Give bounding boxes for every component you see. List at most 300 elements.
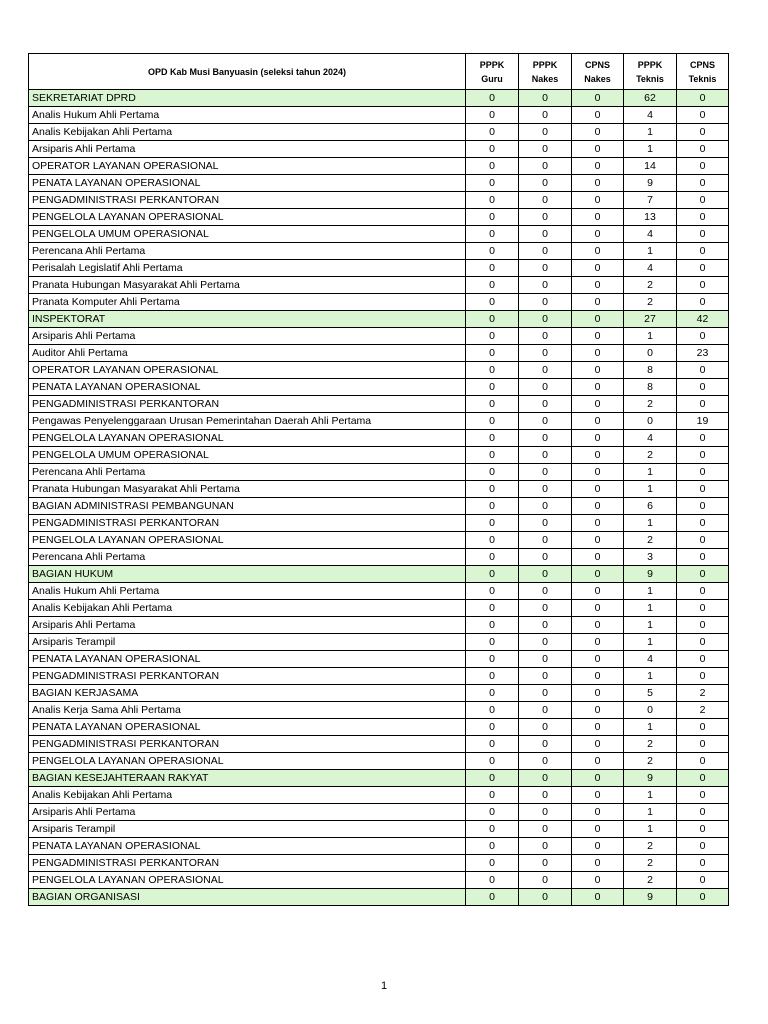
cell-value: 0	[677, 719, 729, 736]
cell-value: 27	[624, 311, 677, 328]
table-row	[29, 838, 729, 855]
table-row	[29, 549, 729, 566]
cell-value: 1	[624, 141, 677, 158]
cell-value: 0	[677, 787, 729, 804]
cell-value: 0	[572, 736, 624, 753]
group-row	[29, 889, 729, 906]
cell-value: 6	[624, 498, 677, 515]
table-row	[29, 719, 729, 736]
cell-value: 0	[466, 90, 519, 107]
row-label: Arsiparis Ahli Pertama	[29, 617, 466, 634]
cell-value: 0	[466, 668, 519, 685]
row-label: PENGADMINISTRASI PERKANTORAN	[29, 515, 466, 532]
row-label: PENGADMINISTRASI PERKANTORAN	[29, 855, 466, 872]
cell-value: 0	[572, 855, 624, 872]
cell-value: 0	[519, 668, 572, 685]
row-label: BAGIAN KESEJAHTERAAN RAKYAT	[29, 770, 466, 787]
row-label: PENATA LAYANAN OPERASIONAL	[29, 379, 466, 396]
table-row	[29, 787, 729, 804]
cell-value: 42	[677, 311, 729, 328]
cell-value: 0	[519, 736, 572, 753]
cell-value: 0	[572, 532, 624, 549]
header-pppk-teknis: PPPK Teknis	[624, 54, 677, 90]
cell-value: 0	[677, 209, 729, 226]
table-row	[29, 294, 729, 311]
cell-value: 2	[624, 294, 677, 311]
row-label: PENGELOLA LAYANAN OPERASIONAL	[29, 430, 466, 447]
table-row	[29, 362, 729, 379]
cell-value: 0	[572, 209, 624, 226]
table-row	[29, 107, 729, 124]
cell-value: 0	[519, 600, 572, 617]
cell-value: 0	[572, 889, 624, 906]
cell-value: 0	[677, 583, 729, 600]
cell-value: 0	[677, 107, 729, 124]
cell-value: 0	[677, 141, 729, 158]
cell-value: 0	[466, 702, 519, 719]
table-row	[29, 515, 729, 532]
cell-value: 0	[466, 396, 519, 413]
cell-value: 0	[677, 753, 729, 770]
cell-value: 0	[519, 396, 572, 413]
cell-value: 1	[624, 515, 677, 532]
cell-value: 0	[572, 328, 624, 345]
cell-value: 0	[572, 481, 624, 498]
row-label: Analis Hukum Ahli Pertama	[29, 107, 466, 124]
cell-value: 2	[624, 532, 677, 549]
cell-value: 0	[572, 702, 624, 719]
cell-value: 0	[466, 719, 519, 736]
cell-value: 0	[466, 532, 519, 549]
row-label: Pranata Hubungan Masyarakat Ahli Pertama	[29, 277, 466, 294]
table-row	[29, 464, 729, 481]
table-row	[29, 260, 729, 277]
cell-value: 0	[519, 532, 572, 549]
cell-value: 0	[677, 379, 729, 396]
cell-value: 1	[624, 821, 677, 838]
row-label: BAGIAN KERJASAMA	[29, 685, 466, 702]
cell-value: 0	[677, 736, 729, 753]
cell-value: 4	[624, 430, 677, 447]
row-label: Analis Kebijakan Ahli Pertama	[29, 787, 466, 804]
row-label: PENGADMINISTRASI PERKANTORAN	[29, 192, 466, 209]
cell-value: 0	[466, 855, 519, 872]
cell-value: 0	[519, 515, 572, 532]
table-row	[29, 396, 729, 413]
table-row	[29, 668, 729, 685]
cell-value: 0	[572, 719, 624, 736]
cell-value: 0	[572, 617, 624, 634]
cell-value: 0	[466, 838, 519, 855]
cell-value: 4	[624, 260, 677, 277]
row-label: Analis Hukum Ahli Pertama	[29, 583, 466, 600]
cell-value: 0	[677, 532, 729, 549]
cell-value: 1	[624, 481, 677, 498]
table-row	[29, 124, 729, 141]
table-row	[29, 702, 729, 719]
cell-value: 0	[677, 396, 729, 413]
table-row	[29, 532, 729, 549]
cell-value: 0	[466, 515, 519, 532]
cell-value: 0	[466, 549, 519, 566]
table-row	[29, 158, 729, 175]
cell-value: 0	[466, 566, 519, 583]
cell-value: 0	[572, 141, 624, 158]
row-label: PENGADMINISTRASI PERKANTORAN	[29, 668, 466, 685]
cell-value: 0	[466, 107, 519, 124]
cell-value: 0	[519, 192, 572, 209]
cell-value: 0	[677, 90, 729, 107]
cell-value: 0	[677, 447, 729, 464]
table-row	[29, 243, 729, 260]
cell-value: 0	[519, 753, 572, 770]
cell-value: 0	[677, 464, 729, 481]
cell-value: 0	[677, 821, 729, 838]
row-label: BAGIAN HUKUM	[29, 566, 466, 583]
cell-value: 0	[572, 192, 624, 209]
recruitment-table	[28, 53, 729, 906]
cell-value: 23	[677, 345, 729, 362]
cell-value: 0	[572, 260, 624, 277]
cell-value: 0	[519, 566, 572, 583]
cell-value: 0	[677, 328, 729, 345]
row-label: Arsiparis Ahli Pertama	[29, 804, 466, 821]
row-label: Perencana Ahli Pertama	[29, 243, 466, 260]
table-row	[29, 141, 729, 158]
cell-value: 0	[572, 379, 624, 396]
cell-value: 1	[624, 124, 677, 141]
cell-value: 0	[466, 753, 519, 770]
cell-value: 0	[519, 447, 572, 464]
row-label: Arsiparis Terampil	[29, 634, 466, 651]
cell-value: 0	[677, 277, 729, 294]
cell-value: 0	[572, 787, 624, 804]
cell-value: 0	[466, 736, 519, 753]
cell-value: 0	[519, 430, 572, 447]
cell-value: 0	[519, 90, 572, 107]
row-label: SEKRETARIAT DPRD	[29, 90, 466, 107]
header-cpns-nakes: CPNS Nakes	[572, 54, 624, 90]
cell-value: 2	[624, 872, 677, 889]
cell-value: 0	[519, 362, 572, 379]
cell-value: 0	[677, 838, 729, 855]
cell-value: 0	[466, 583, 519, 600]
cell-value: 0	[519, 464, 572, 481]
row-label: Auditor Ahli Pertama	[29, 345, 466, 362]
cell-value: 0	[519, 277, 572, 294]
cell-value: 0	[519, 260, 572, 277]
cell-value: 0	[572, 600, 624, 617]
cell-value: 0	[677, 175, 729, 192]
cell-value: 0	[466, 651, 519, 668]
cell-value: 0	[519, 345, 572, 362]
cell-value: 0	[624, 702, 677, 719]
table-row	[29, 447, 729, 464]
cell-value: 2	[624, 736, 677, 753]
cell-value: 0	[519, 634, 572, 651]
cell-value: 1	[624, 634, 677, 651]
table-row	[29, 821, 729, 838]
cell-value: 0	[466, 243, 519, 260]
cell-value: 0	[677, 515, 729, 532]
group-row	[29, 311, 729, 328]
cell-value: 0	[677, 770, 729, 787]
table-row	[29, 498, 729, 515]
cell-value: 0	[572, 838, 624, 855]
cell-value: 0	[466, 277, 519, 294]
group-row	[29, 566, 729, 583]
cell-value: 0	[466, 175, 519, 192]
cell-value: 0	[519, 685, 572, 702]
cell-value: 0	[466, 209, 519, 226]
cell-value: 0	[466, 158, 519, 175]
row-label: Pengawas Penyelenggaraan Urusan Pemerintahan Daerah Ahli Pertama	[29, 413, 466, 430]
cell-value: 0	[677, 855, 729, 872]
table-row	[29, 175, 729, 192]
cell-value: 0	[519, 294, 572, 311]
cell-value: 1	[624, 719, 677, 736]
cell-value: 0	[677, 651, 729, 668]
cell-value: 0	[572, 685, 624, 702]
cell-value: 0	[519, 379, 572, 396]
cell-value: 0	[466, 634, 519, 651]
cell-value: 0	[519, 141, 572, 158]
row-label: PENGELOLA LAYANAN OPERASIONAL	[29, 872, 466, 889]
cell-value: 2	[677, 702, 729, 719]
cell-value: 2	[624, 447, 677, 464]
table-row	[29, 209, 729, 226]
row-label: PENATA LAYANAN OPERASIONAL	[29, 175, 466, 192]
cell-value: 0	[572, 821, 624, 838]
table-row	[29, 753, 729, 770]
cell-value: 0	[519, 889, 572, 906]
cell-value: 1	[624, 787, 677, 804]
cell-value: 0	[519, 651, 572, 668]
cell-value: 0	[519, 243, 572, 260]
cell-value: 4	[624, 107, 677, 124]
cell-value: 0	[466, 481, 519, 498]
row-label: PENGELOLA LAYANAN OPERASIONAL	[29, 753, 466, 770]
table-row	[29, 634, 729, 651]
table-row	[29, 413, 729, 430]
header-opd: OPD Kab Musi Banyuasin (seleksi tahun 2024)	[29, 54, 466, 90]
row-label: PENGELOLA UMUM OPERASIONAL	[29, 447, 466, 464]
cell-value: 0	[519, 481, 572, 498]
cell-value: 0	[677, 260, 729, 277]
cell-value: 0	[624, 345, 677, 362]
row-label: PENGADMINISTRASI PERKANTORAN	[29, 396, 466, 413]
cell-value: 0	[519, 158, 572, 175]
cell-value: 0	[572, 345, 624, 362]
cell-value: 0	[519, 549, 572, 566]
cell-value: 0	[572, 430, 624, 447]
cell-value: 0	[572, 634, 624, 651]
cell-value: 0	[466, 294, 519, 311]
cell-value: 3	[624, 549, 677, 566]
row-label: Analis Kerja Sama Ahli Pertama	[29, 702, 466, 719]
row-label: Pranata Komputer Ahli Pertama	[29, 294, 466, 311]
cell-value: 0	[466, 617, 519, 634]
cell-value: 0	[519, 872, 572, 889]
cell-value: 1	[624, 617, 677, 634]
cell-value: 0	[466, 226, 519, 243]
row-label: OPERATOR LAYANAN OPERASIONAL	[29, 158, 466, 175]
cell-value: 4	[624, 226, 677, 243]
cell-value: 0	[519, 787, 572, 804]
cell-value: 0	[572, 872, 624, 889]
table-row	[29, 481, 729, 498]
cell-value: 0	[466, 787, 519, 804]
table-row	[29, 617, 729, 634]
cell-value: 9	[624, 175, 677, 192]
cell-value: 0	[677, 158, 729, 175]
cell-value: 9	[624, 566, 677, 583]
cell-value: 0	[572, 668, 624, 685]
cell-value: 5	[624, 685, 677, 702]
cell-value: 0	[466, 498, 519, 515]
cell-value: 62	[624, 90, 677, 107]
cell-value: 0	[677, 617, 729, 634]
cell-value: 0	[466, 804, 519, 821]
header-pppk-guru: PPPK Guru	[466, 54, 519, 90]
cell-value: 0	[677, 481, 729, 498]
cell-value: 0	[466, 600, 519, 617]
cell-value: 0	[519, 226, 572, 243]
cell-value: 9	[624, 770, 677, 787]
cell-value: 0	[677, 600, 729, 617]
cell-value: 0	[572, 243, 624, 260]
row-label: PENGELOLA UMUM OPERASIONAL	[29, 226, 466, 243]
cell-value: 2	[624, 855, 677, 872]
cell-value: 0	[519, 583, 572, 600]
cell-value: 8	[624, 362, 677, 379]
cell-value: 0	[572, 124, 624, 141]
cell-value: 0	[572, 175, 624, 192]
row-label: Perisalah Legislatif Ahli Pertama	[29, 260, 466, 277]
cell-value: 1	[624, 583, 677, 600]
cell-value: 0	[677, 634, 729, 651]
cell-value: 0	[466, 328, 519, 345]
row-label: Perencana Ahli Pertama	[29, 464, 466, 481]
header-pppk-nakes: PPPK Nakes	[519, 54, 572, 90]
cell-value: 0	[519, 855, 572, 872]
cell-value: 7	[624, 192, 677, 209]
cell-value: 0	[677, 498, 729, 515]
group-row	[29, 770, 729, 787]
cell-value: 2	[677, 685, 729, 702]
table-row	[29, 600, 729, 617]
cell-value: 0	[519, 209, 572, 226]
cell-value: 0	[677, 192, 729, 209]
cell-value: 0	[677, 294, 729, 311]
cell-value: 0	[677, 243, 729, 260]
cell-value: 0	[572, 651, 624, 668]
cell-value: 0	[466, 345, 519, 362]
cell-value: 0	[572, 566, 624, 583]
cell-value: 0	[519, 124, 572, 141]
table-row	[29, 192, 729, 209]
cell-value: 0	[519, 617, 572, 634]
cell-value: 0	[572, 311, 624, 328]
table-row	[29, 379, 729, 396]
row-label: Arsiparis Ahli Pertama	[29, 328, 466, 345]
cell-value: 0	[572, 498, 624, 515]
cell-value: 0	[466, 464, 519, 481]
cell-value: 1	[624, 328, 677, 345]
cell-value: 0	[572, 549, 624, 566]
cell-value: 0	[572, 90, 624, 107]
row-label: PENGELOLA LAYANAN OPERASIONAL	[29, 209, 466, 226]
cell-value: 0	[519, 498, 572, 515]
row-label: PENATA LAYANAN OPERASIONAL	[29, 719, 466, 736]
table-row	[29, 736, 729, 753]
cell-value: 0	[572, 158, 624, 175]
row-label: BAGIAN ORGANISASI	[29, 889, 466, 906]
cell-value: 0	[466, 413, 519, 430]
cell-value: 0	[466, 141, 519, 158]
cell-value: 1	[624, 243, 677, 260]
cell-value: 0	[572, 396, 624, 413]
cell-value: 0	[466, 124, 519, 141]
cell-value: 0	[519, 821, 572, 838]
cell-value: 0	[466, 770, 519, 787]
cell-value: 0	[572, 294, 624, 311]
cell-value: 0	[572, 277, 624, 294]
cell-value: 0	[572, 226, 624, 243]
header-cpns-teknis: CPNS Teknis	[677, 54, 729, 90]
cell-value: 14	[624, 158, 677, 175]
cell-value: 0	[466, 311, 519, 328]
cell-value: 1	[624, 804, 677, 821]
row-label: Analis Kebijakan Ahli Pertama	[29, 124, 466, 141]
table-row	[29, 328, 729, 345]
cell-value: 0	[677, 226, 729, 243]
table-header-row	[29, 54, 729, 90]
cell-value: 9	[624, 889, 677, 906]
cell-value: 0	[519, 311, 572, 328]
cell-value: 0	[466, 821, 519, 838]
row-label: Pranata Hubungan Masyarakat Ahli Pertama	[29, 481, 466, 498]
cell-value: 0	[572, 464, 624, 481]
cell-value: 0	[572, 804, 624, 821]
cell-value: 2	[624, 277, 677, 294]
table-row	[29, 651, 729, 668]
cell-value: 0	[466, 447, 519, 464]
table-row	[29, 226, 729, 243]
cell-value: 13	[624, 209, 677, 226]
cell-value: 0	[466, 379, 519, 396]
row-label: BAGIAN ADMINISTRASI PEMBANGUNAN	[29, 498, 466, 515]
cell-value: 0	[519, 770, 572, 787]
cell-value: 0	[624, 413, 677, 430]
row-label: Arsiparis Ahli Pertama	[29, 141, 466, 158]
cell-value: 0	[572, 107, 624, 124]
cell-value: 0	[519, 804, 572, 821]
cell-value: 0	[677, 872, 729, 889]
cell-value: 0	[677, 362, 729, 379]
cell-value: 0	[519, 107, 572, 124]
cell-value: 0	[519, 175, 572, 192]
table-row	[29, 345, 729, 362]
cell-value: 0	[466, 362, 519, 379]
row-label: PENGADMINISTRASI PERKANTORAN	[29, 736, 466, 753]
cell-value: 2	[624, 753, 677, 770]
cell-value: 0	[572, 362, 624, 379]
cell-value: 0	[466, 192, 519, 209]
table-row	[29, 583, 729, 600]
cell-value: 0	[677, 566, 729, 583]
row-label: INSPEKTORAT	[29, 311, 466, 328]
